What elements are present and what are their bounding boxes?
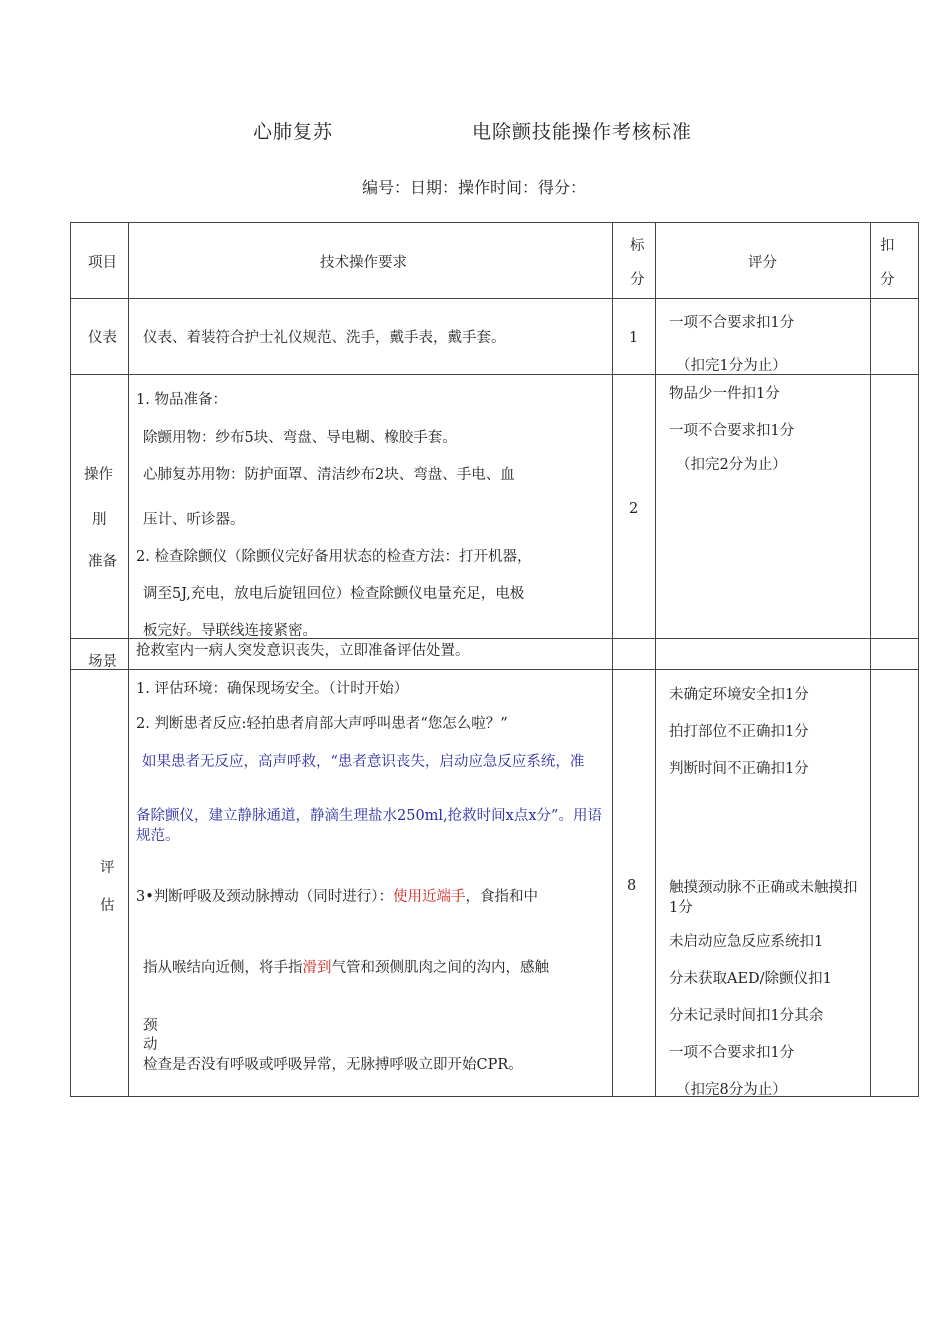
row-assess-req-6b: 滑到: [302, 960, 332, 976]
row-assess-req-9: 检查是否没有呼吸或呼吸异常，无脉搏呼吸立即开始CPR。: [143, 1057, 523, 1073]
header-score-bottom: 分: [630, 272, 645, 288]
page-title-right: 电除颤技能操作考核标准: [472, 121, 693, 143]
row-assess-req-1: 1. 评估环境：确保现场安全。（计时开始）: [136, 681, 409, 697]
row-assess-req-4: 备除颤仪，建立静脉通道，静滴生理盐水250ml,抢救时间x点x分”。用语规范。: [136, 808, 602, 844]
header-item: 项目: [88, 255, 117, 271]
row-assess-eval-1: 未确定环境安全扣1分: [669, 687, 809, 703]
row-prep-eval-3: （扣完2分为止）: [676, 457, 787, 473]
row-assess-req-6: [136, 958, 606, 978]
row-prep-eval-2: 一项不合要求扣1分: [669, 423, 795, 439]
row-assess-req-5a: 3•判断呼吸及颈动脉搏动（同时进行）：: [136, 889, 394, 905]
row-assess-req-6c: 气管和颈侧肌肉之间的沟内，感触: [331, 960, 549, 976]
row-assess-req-2: 2. 判断患者反应:轻拍患者肩部大声呼叫患者“您怎么啦？”: [136, 716, 508, 732]
row-assess-eval-4: 触摸颈动脉不正确或未触摸扣1分: [669, 880, 858, 916]
row-prep-eval-1: 物品少一件扣1分: [669, 386, 780, 402]
row-appearance-eval-1: 一项不合要求扣1分: [669, 315, 795, 331]
row-assess-eval-7: 分未记录时间扣1分其余: [669, 1008, 824, 1024]
row-assess-eval-3: 判断时间不正确扣1分: [669, 761, 809, 777]
row-assess-req-8: 动: [143, 1037, 158, 1053]
row-prep-item-2: 刖: [92, 512, 107, 528]
row-assess-req-5: [136, 887, 606, 907]
row-appearance-eval-2: （扣完1分为止）: [676, 358, 787, 374]
row-appearance-score: 1: [629, 330, 639, 346]
header-requirements: 技术操作要求: [320, 255, 407, 271]
row-assess-req-7: 颈: [143, 1018, 158, 1034]
header-deduction-top: 扣: [880, 238, 895, 254]
header-score-top: 标: [630, 238, 645, 254]
row-appearance-item: 仪表: [88, 330, 117, 346]
row-prep-item-3: 准备: [88, 554, 117, 570]
row-prep-score: 2: [629, 501, 639, 517]
row-prep-req-2: 除颤用物：纱布5块、弯盘、导电糊、橡胶手套。: [143, 430, 457, 446]
row-assess-eval-9: （扣完8分为止）: [676, 1082, 787, 1098]
row-assess-eval-6: 分未获取AED/除颤仪扣1: [669, 971, 832, 987]
header-deduction-bottom: 分: [880, 272, 895, 288]
row-prep-req-7: 板完好。导联线连接紧密。: [143, 623, 317, 639]
row-prep-item-1: 操作: [84, 467, 113, 483]
row-assess-score: 8: [627, 878, 637, 894]
row-prep-req-6: 调至5J,充电，放电后旋钮回位）检查除颤仪电量充足，电极: [143, 586, 525, 602]
row-assess-item-2: 估: [100, 898, 115, 914]
row-scene-item: 场景: [88, 654, 117, 670]
row-assess-eval-2: 拍打部位不正确扣1分: [669, 724, 809, 740]
row-prep-req-3: 心肺复苏用物：防护面罩、清洁纱布2块、弯盘、手电、血: [143, 467, 515, 483]
form-meta-line: 编号：日期：操作时间：得分：: [362, 178, 587, 197]
row-prep-req-1: 1. 物品准备：: [136, 392, 227, 408]
row-prep-req-4: 压计、听诊器。: [143, 512, 245, 528]
row-appearance-requirement: 仪表、着装符合护士礼仪规范、洗手，戴手表，戴手套。: [143, 330, 506, 346]
header-evaluation: 评分: [748, 255, 777, 271]
row-assess-req-6a: 指从喉结向近侧，将手指: [143, 960, 303, 976]
row-assess-eval-8: 一项不合要求扣1分: [669, 1045, 795, 1061]
page-title-left: 心肺复苏: [253, 121, 334, 143]
row-assess-req-5b: 使用近端手: [393, 889, 466, 905]
row-assess-item-1: 评: [100, 860, 115, 876]
row-assess-eval-5: 未启动应急反应系统扣1: [669, 934, 824, 950]
row-assess-req-3: 如果患者无反应，高声呼救，“患者意识丧失，启动应急反应系统，准: [142, 754, 585, 770]
row-scene-requirement: 抢救室内一病人突发意识丧失，立即准备评估处置。: [136, 643, 470, 659]
row-prep-req-5: 2. 检查除颤仪（除颤仪完好备用状态的检查方法：打开机器，: [136, 549, 532, 565]
row-assess-req-5c: ，食指和中: [465, 889, 539, 905]
